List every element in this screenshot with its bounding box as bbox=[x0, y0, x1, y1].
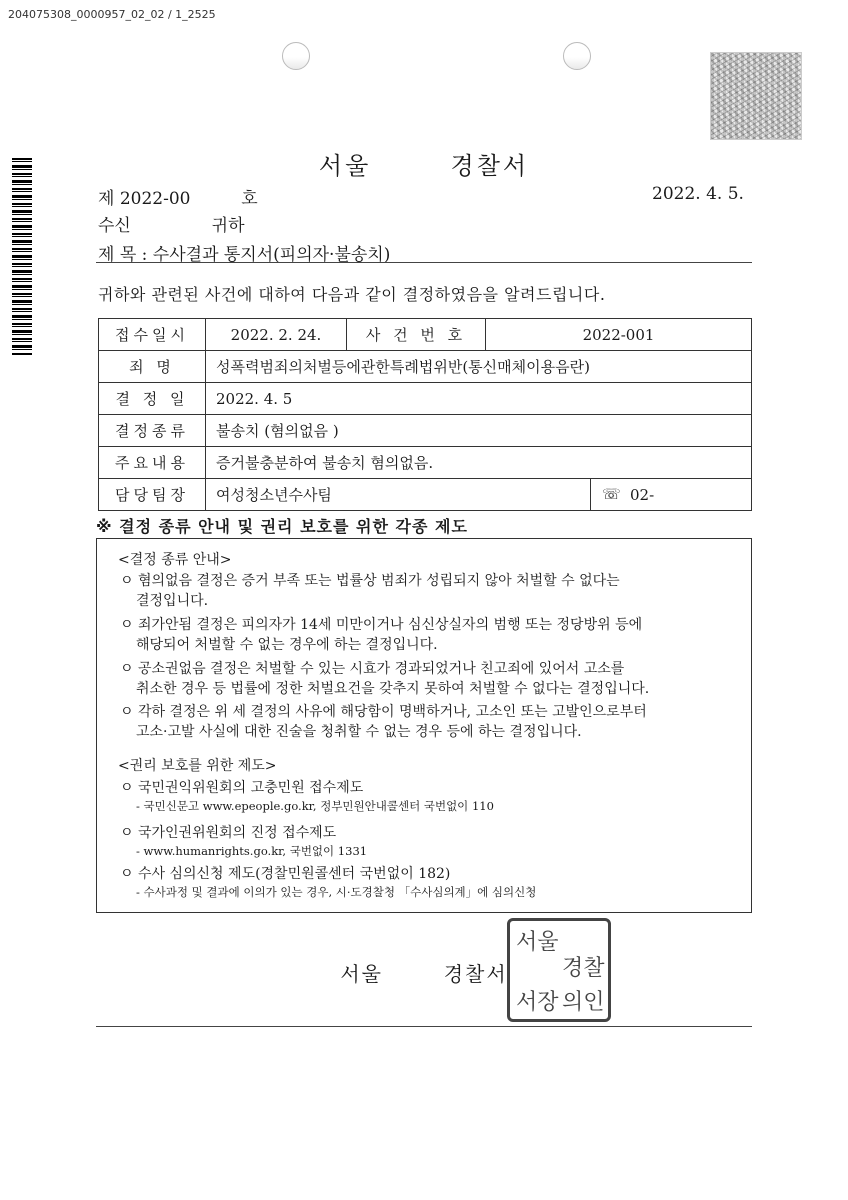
list-item-title: ㅇ 수사 심의신청 제도(경찰민원콜센터 국번없이 182) bbox=[120, 866, 451, 882]
list-item bbox=[120, 864, 536, 900]
document-id: 204075308_0000957_02_02 / 1_2525 bbox=[8, 8, 216, 21]
main-content-label: 주요내용 bbox=[99, 447, 206, 479]
phone-number: 02- bbox=[630, 486, 655, 504]
rights-protection-title: <권리 보호를 위한 제도> bbox=[118, 758, 277, 774]
official-seal: 서울 경찰 서장 의인 bbox=[507, 918, 611, 1022]
case-info-table bbox=[98, 318, 752, 511]
title-part1: 서울 bbox=[318, 152, 372, 180]
list-item-line1: ㅇ 공소권없음 결정은 처벌할 수 있는 시효가 경과되었거나 친고죄에 있어서 고소를 bbox=[120, 661, 625, 677]
list-item-line2: 취소한 경우 등 법률에 정한 처벌요건을 갖추지 못하여 처벌할 수 없다는 결정입니다. bbox=[136, 681, 650, 697]
intro-text: 귀하와 관련된 사건에 대하여 다음과 같이 결정하였음을 알려드립니다. bbox=[98, 285, 606, 304]
case-number-value: 2022-001 bbox=[486, 319, 752, 351]
list-item-line1: ㅇ 혐의없음 결정은 증거 부족 또는 법률상 범죄가 성립되지 않아 처벌할 수 없다는 bbox=[120, 573, 620, 589]
list-item-line1: ㅇ 죄가안됨 결정은 피의자가 14세 미만이거나 심신상실자의 범행 또는 정당방위 등에 bbox=[120, 617, 643, 633]
decision-type-label: 결정종류 bbox=[99, 415, 206, 447]
document-number-label: 제 2022-00 bbox=[98, 189, 191, 209]
list-item-detail: - www.humanrights.go.kr, 국번없이 1331 bbox=[136, 844, 368, 858]
header-divider bbox=[96, 262, 752, 263]
receipt-value: 2022. 2. 24. bbox=[206, 319, 347, 351]
list-item-line2: 해당되어 처벌할 수 없는 경우에 하는 결정입니다. bbox=[136, 637, 438, 653]
document-date: 2022. 4. 5. bbox=[652, 184, 744, 204]
decision-date-label: 결 정 일 bbox=[99, 383, 206, 415]
list-item-line1: ㅇ 각하 결정은 위 세 결정의 사유에 해당함이 명백하거나, 고소인 또는 고발인으로부터 bbox=[120, 704, 647, 720]
decision-type-value: 불송치 (혐의없음 ) bbox=[206, 415, 752, 447]
list-item-title: ㅇ 국가인권위원회의 진정 접수제도 bbox=[120, 825, 337, 841]
issuer-signature bbox=[0, 958, 848, 987]
document-title bbox=[0, 146, 848, 181]
table-row bbox=[99, 351, 752, 383]
recipient-suffix: 귀하 bbox=[211, 216, 245, 236]
subject-label: 제 목 : bbox=[98, 245, 148, 265]
list-item-title: ㅇ 국민권익위원회의 고충민원 접수제도 bbox=[120, 780, 364, 796]
table-row bbox=[99, 319, 752, 351]
issuer-part1: 서울 bbox=[340, 962, 383, 986]
punch-hole-left bbox=[282, 42, 310, 70]
list-item bbox=[120, 659, 649, 699]
document-number-suffix: 호 bbox=[241, 189, 258, 209]
charge-label: 죄 명 bbox=[99, 351, 206, 383]
decision-date-value: 2022. 4. 5 bbox=[206, 383, 752, 415]
footer-divider bbox=[96, 1026, 752, 1027]
table-row bbox=[99, 479, 752, 511]
subject-value: 수사결과 통지서(피의자·불송치) bbox=[152, 245, 391, 265]
list-item-line2: 고소·고발 사실에 대한 진술을 청취할 수 없는 경우 등에 하는 결정입니다. bbox=[136, 724, 582, 740]
qr-code bbox=[710, 52, 802, 140]
list-item bbox=[120, 615, 642, 655]
phone-icon: ☏ bbox=[602, 485, 621, 503]
charge-value: 성폭력범죄의처벌등에관한특례법위반(통신매체이용음란) bbox=[206, 351, 752, 383]
receipt-label: 접수일시 bbox=[99, 319, 206, 351]
title-part2: 경찰서 bbox=[450, 152, 530, 180]
document-number bbox=[98, 184, 258, 209]
table-row bbox=[99, 383, 752, 415]
punch-hole-right bbox=[563, 42, 591, 70]
case-number-label: 사 건 번 호 bbox=[347, 319, 486, 351]
team-leader-label: 담당팀장 bbox=[99, 479, 206, 511]
barcode bbox=[12, 158, 32, 356]
recipient-line bbox=[98, 211, 245, 236]
list-item bbox=[120, 702, 647, 742]
list-item-detail: - 국민신문고 www.epeople.go.kr, 정부민원안내콜센터 국번없이 110 bbox=[136, 799, 494, 813]
list-item-line2: 결정입니다. bbox=[136, 593, 209, 609]
notice-heading: ※ 결정 종류 안내 및 권리 보호를 위한 각종 제도 bbox=[96, 517, 468, 536]
list-item bbox=[120, 778, 494, 814]
main-content-value: 증거불충분하여 불송치 혐의없음. bbox=[206, 447, 752, 479]
team-name: 여성청소년수사팀 bbox=[216, 486, 332, 504]
issuer-part2: 경찰서 bbox=[443, 962, 508, 986]
table-row bbox=[99, 415, 752, 447]
decision-guide-title: <결정 종류 안내> bbox=[118, 552, 232, 568]
table-row bbox=[99, 447, 752, 479]
list-item bbox=[120, 571, 620, 611]
recipient-label: 수신 bbox=[98, 216, 131, 236]
team-leader-value bbox=[206, 479, 752, 511]
list-item-detail: - 수사과정 및 결과에 이의가 있는 경우, 시·도경찰청 「수사심의계」에 심의신청 bbox=[136, 885, 537, 899]
list-item bbox=[120, 823, 367, 859]
